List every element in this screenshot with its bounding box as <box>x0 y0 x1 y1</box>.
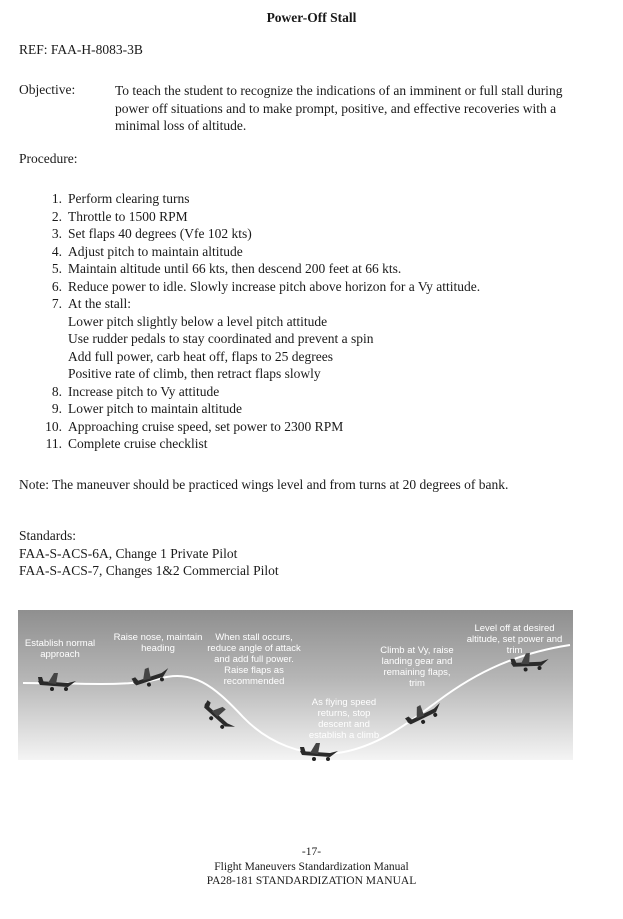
step-text: Perform clearing turns <box>68 191 190 206</box>
standards-section <box>19 527 279 580</box>
standard-line: FAA-S-ACS-6A, Change 1 Private Pilot <box>19 545 238 561</box>
step-text: Approaching cruise speed, set power to 2300 RPM <box>68 418 344 434</box>
diagram-label: Level off at desired altitude, set power and trim <box>466 623 563 656</box>
step-text: Complete cruise checklist <box>68 436 208 451</box>
step-text: Maintain altitude until 66 kts, then descend 200 feet at 66 kts. <box>68 261 402 276</box>
stall-maneuver-diagram <box>18 605 573 765</box>
objective-label: Objective: <box>19 82 76 97</box>
stall-substep: Positive rate of climb, then retract flaps slowly <box>68 366 321 381</box>
objective-text: To teach the student to recognize the indications of an imminent or full stall during power off situations and to make prompt, positive, and effective recoveries with a minimal loss of altitude. <box>115 83 563 133</box>
step-number: 7. <box>51 296 62 311</box>
step-text: Increase pitch to Vy attitude <box>68 383 220 399</box>
step-text: Set flaps 40 degrees (Vfe 102 kts) <box>68 226 252 241</box>
procedure-list <box>19 190 609 453</box>
step-number: 8. <box>51 383 62 399</box>
page-title: Power-Off Stall <box>266 10 357 25</box>
step-text: Throttle to 1500 RPM <box>68 208 188 224</box>
procedure-step <box>19 400 609 418</box>
page-number: -17- <box>301 846 322 858</box>
step-number: 5. <box>51 261 62 276</box>
step-text: Adjust pitch to maintain altitude <box>68 243 243 259</box>
procedure-step <box>19 190 609 208</box>
procedure-step <box>19 208 609 226</box>
step-number: 3. <box>51 226 62 241</box>
diagram-label: Establish normal approach <box>24 638 96 660</box>
step-number: 4. <box>51 243 62 259</box>
stall-substep: Lower pitch slightly below a level pitch attitude <box>68 313 328 329</box>
procedure-step <box>19 260 609 278</box>
procedure-step <box>19 225 609 243</box>
procedure-step <box>19 383 609 401</box>
procedure-step <box>19 418 609 436</box>
standard-line: FAA-S-ACS-7, Changes 1&2 Commercial Pilot <box>19 563 279 578</box>
step-number: 1. <box>51 191 62 206</box>
step-text: At the stall: <box>68 296 131 311</box>
step-number: 11. <box>45 436 62 451</box>
procedure-step <box>19 243 609 261</box>
step-text: Reduce power to idle. Slowly increase pitch above horizon for a Vy attitude. <box>68 278 481 294</box>
footer-line: PA28-181 STANDARDIZATION MANUAL <box>206 875 417 887</box>
procedure-label: Procedure: <box>19 151 78 166</box>
standards-label: Standards: <box>19 528 76 543</box>
diagram-label: Climb at Vy, raise landing gear and remaining flaps, trim <box>380 645 454 689</box>
procedure-step <box>19 435 609 453</box>
step-number: 2. <box>51 208 62 224</box>
step-number: 10. <box>45 418 62 434</box>
step-number: 6. <box>51 278 62 294</box>
step-text: Lower pitch to maintain altitude <box>68 401 242 416</box>
diagram-label: When stall occurs, reduce angle of attack and add full power. Raise flaps as recommended <box>207 632 301 687</box>
stall-substep: Add full power, carb heat off, flaps to 25 degrees <box>68 348 333 364</box>
reference: REF: FAA-H-8083-3B <box>19 42 143 57</box>
note: Note: The maneuver should be practiced wings level and from turns at 20 degrees of bank. <box>19 477 509 492</box>
procedure-step <box>19 295 609 313</box>
step-number: 9. <box>51 401 62 416</box>
stall-substep: Use rudder pedals to stay coordinated and prevent a spin <box>68 331 374 346</box>
diagram-label: Raise nose, maintain heading <box>113 632 203 654</box>
footer-line: Flight Maneuvers Standardization Manual <box>214 861 409 873</box>
diagram-label: As flying speed returns, stop descent and establish a climb <box>308 697 380 741</box>
procedure-step <box>19 278 609 296</box>
